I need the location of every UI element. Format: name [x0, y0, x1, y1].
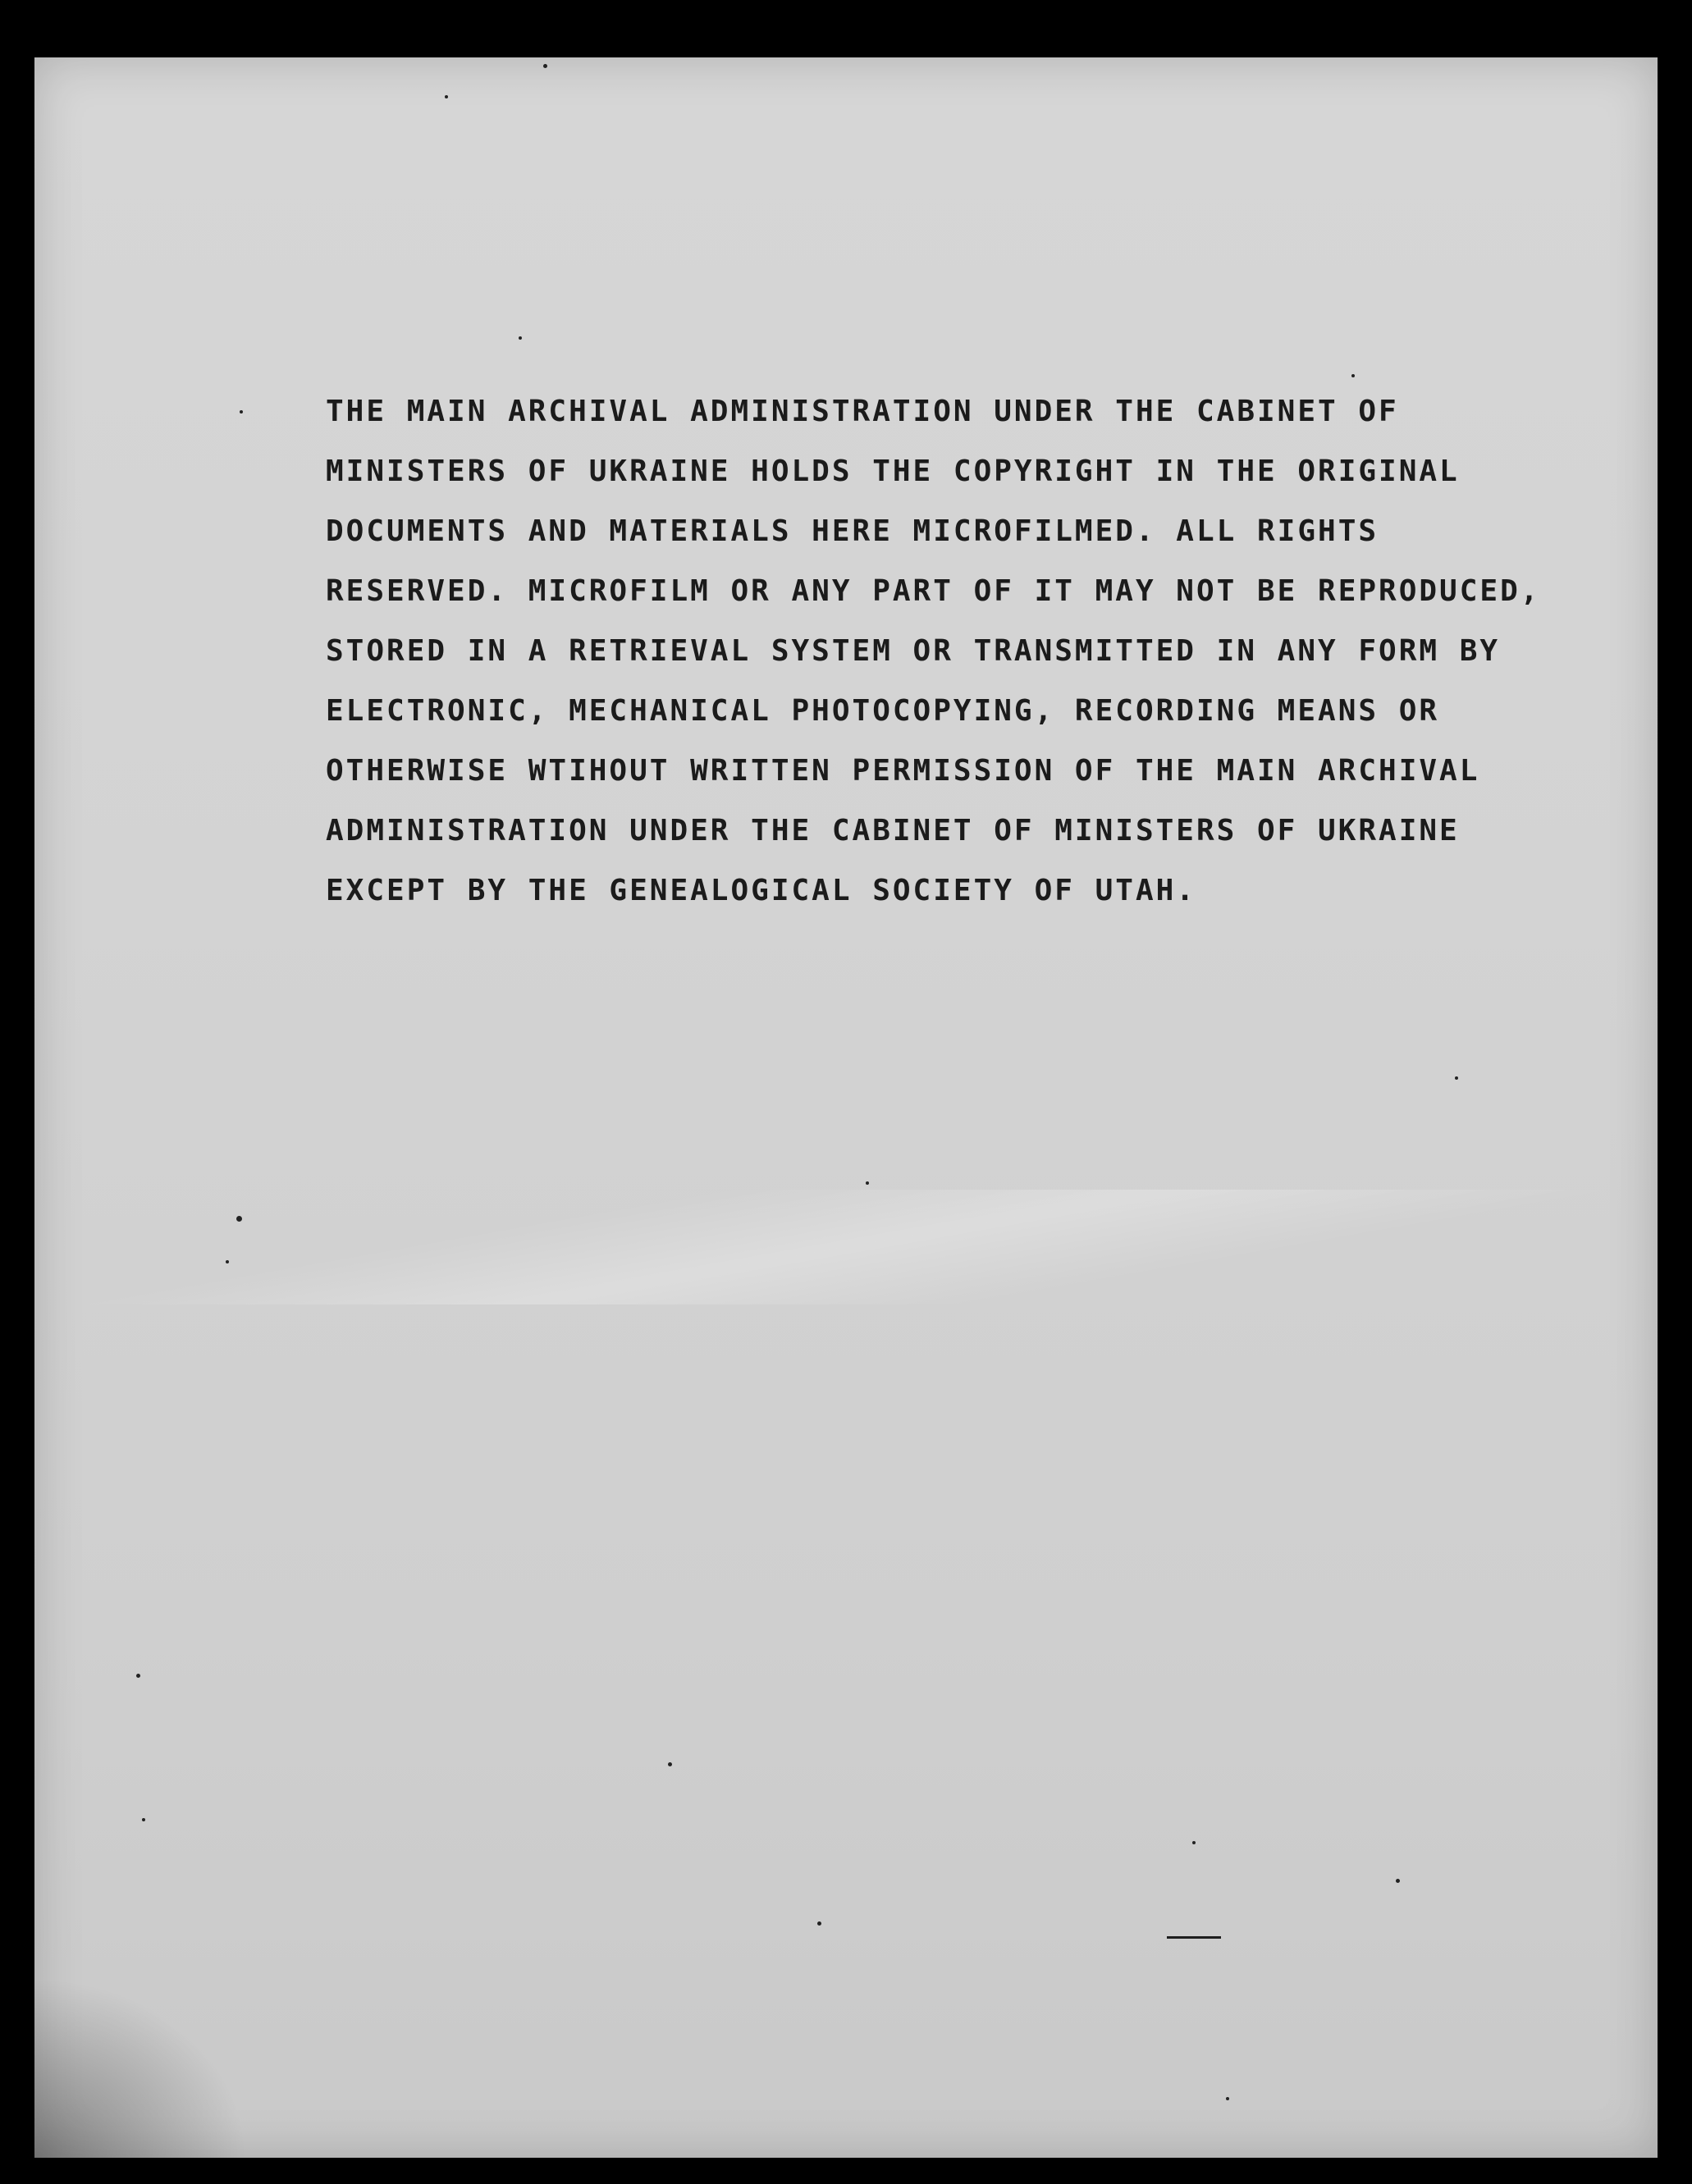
paper-speck	[226, 1260, 229, 1263]
notice-line: MINISTERS OF UKRAINE HOLDS THE COPYRIGHT IN THE ORIGINAL	[326, 455, 1460, 488]
paper-speck	[1455, 1076, 1458, 1080]
paper-speck	[236, 1216, 242, 1222]
notice-line: STORED IN A RETRIEVAL SYSTEM OR TRANSMITTED IN ANY FORM BY	[326, 634, 1501, 668]
paper-speck	[142, 1818, 145, 1821]
paper-speck	[445, 95, 448, 98]
paper-sheet	[34, 57, 1658, 2158]
notice-line: ADMINISTRATION UNDER THE CABINET OF MINISTERS OF UKRAINE	[326, 814, 1460, 848]
paper-speck	[543, 64, 547, 68]
paper-speck	[668, 1762, 672, 1766]
paper-speck	[817, 1921, 821, 1926]
ink-dash-mark	[1167, 1936, 1221, 1939]
notice-line: THE MAIN ARCHIVAL ADMINISTRATION UNDER THE CABINET OF	[326, 395, 1399, 428]
paper-speck	[240, 410, 243, 413]
notice-line: EXCEPT BY THE GENEALOGICAL SOCIETY OF UTAH.	[326, 874, 1196, 907]
notice-line: DOCUMENTS AND MATERIALS HERE MICROFILMED. ALL RIGHTS	[326, 514, 1379, 548]
paper-speck	[519, 336, 522, 340]
paper-speck	[1192, 1841, 1196, 1844]
notice-line: OTHERWISE WTIHOUT WRITTEN PERMISSION OF THE MAIN ARCHIVAL	[326, 754, 1480, 788]
notice-line: RESERVED. MICROFILM OR ANY PART OF IT MAY NOT BE REPRODUCED,	[326, 574, 1541, 608]
paper-speck	[1396, 1879, 1400, 1883]
copyright-notice	[326, 382, 1541, 921]
paper-speck	[1226, 2097, 1229, 2100]
paper-speck	[1351, 374, 1355, 377]
notice-line: ELECTRONIC, MECHANICAL PHOTOCOPYING, RECORDING MEANS OR	[326, 694, 1440, 728]
paper-speck	[136, 1674, 140, 1678]
paper-speck	[866, 1181, 869, 1185]
